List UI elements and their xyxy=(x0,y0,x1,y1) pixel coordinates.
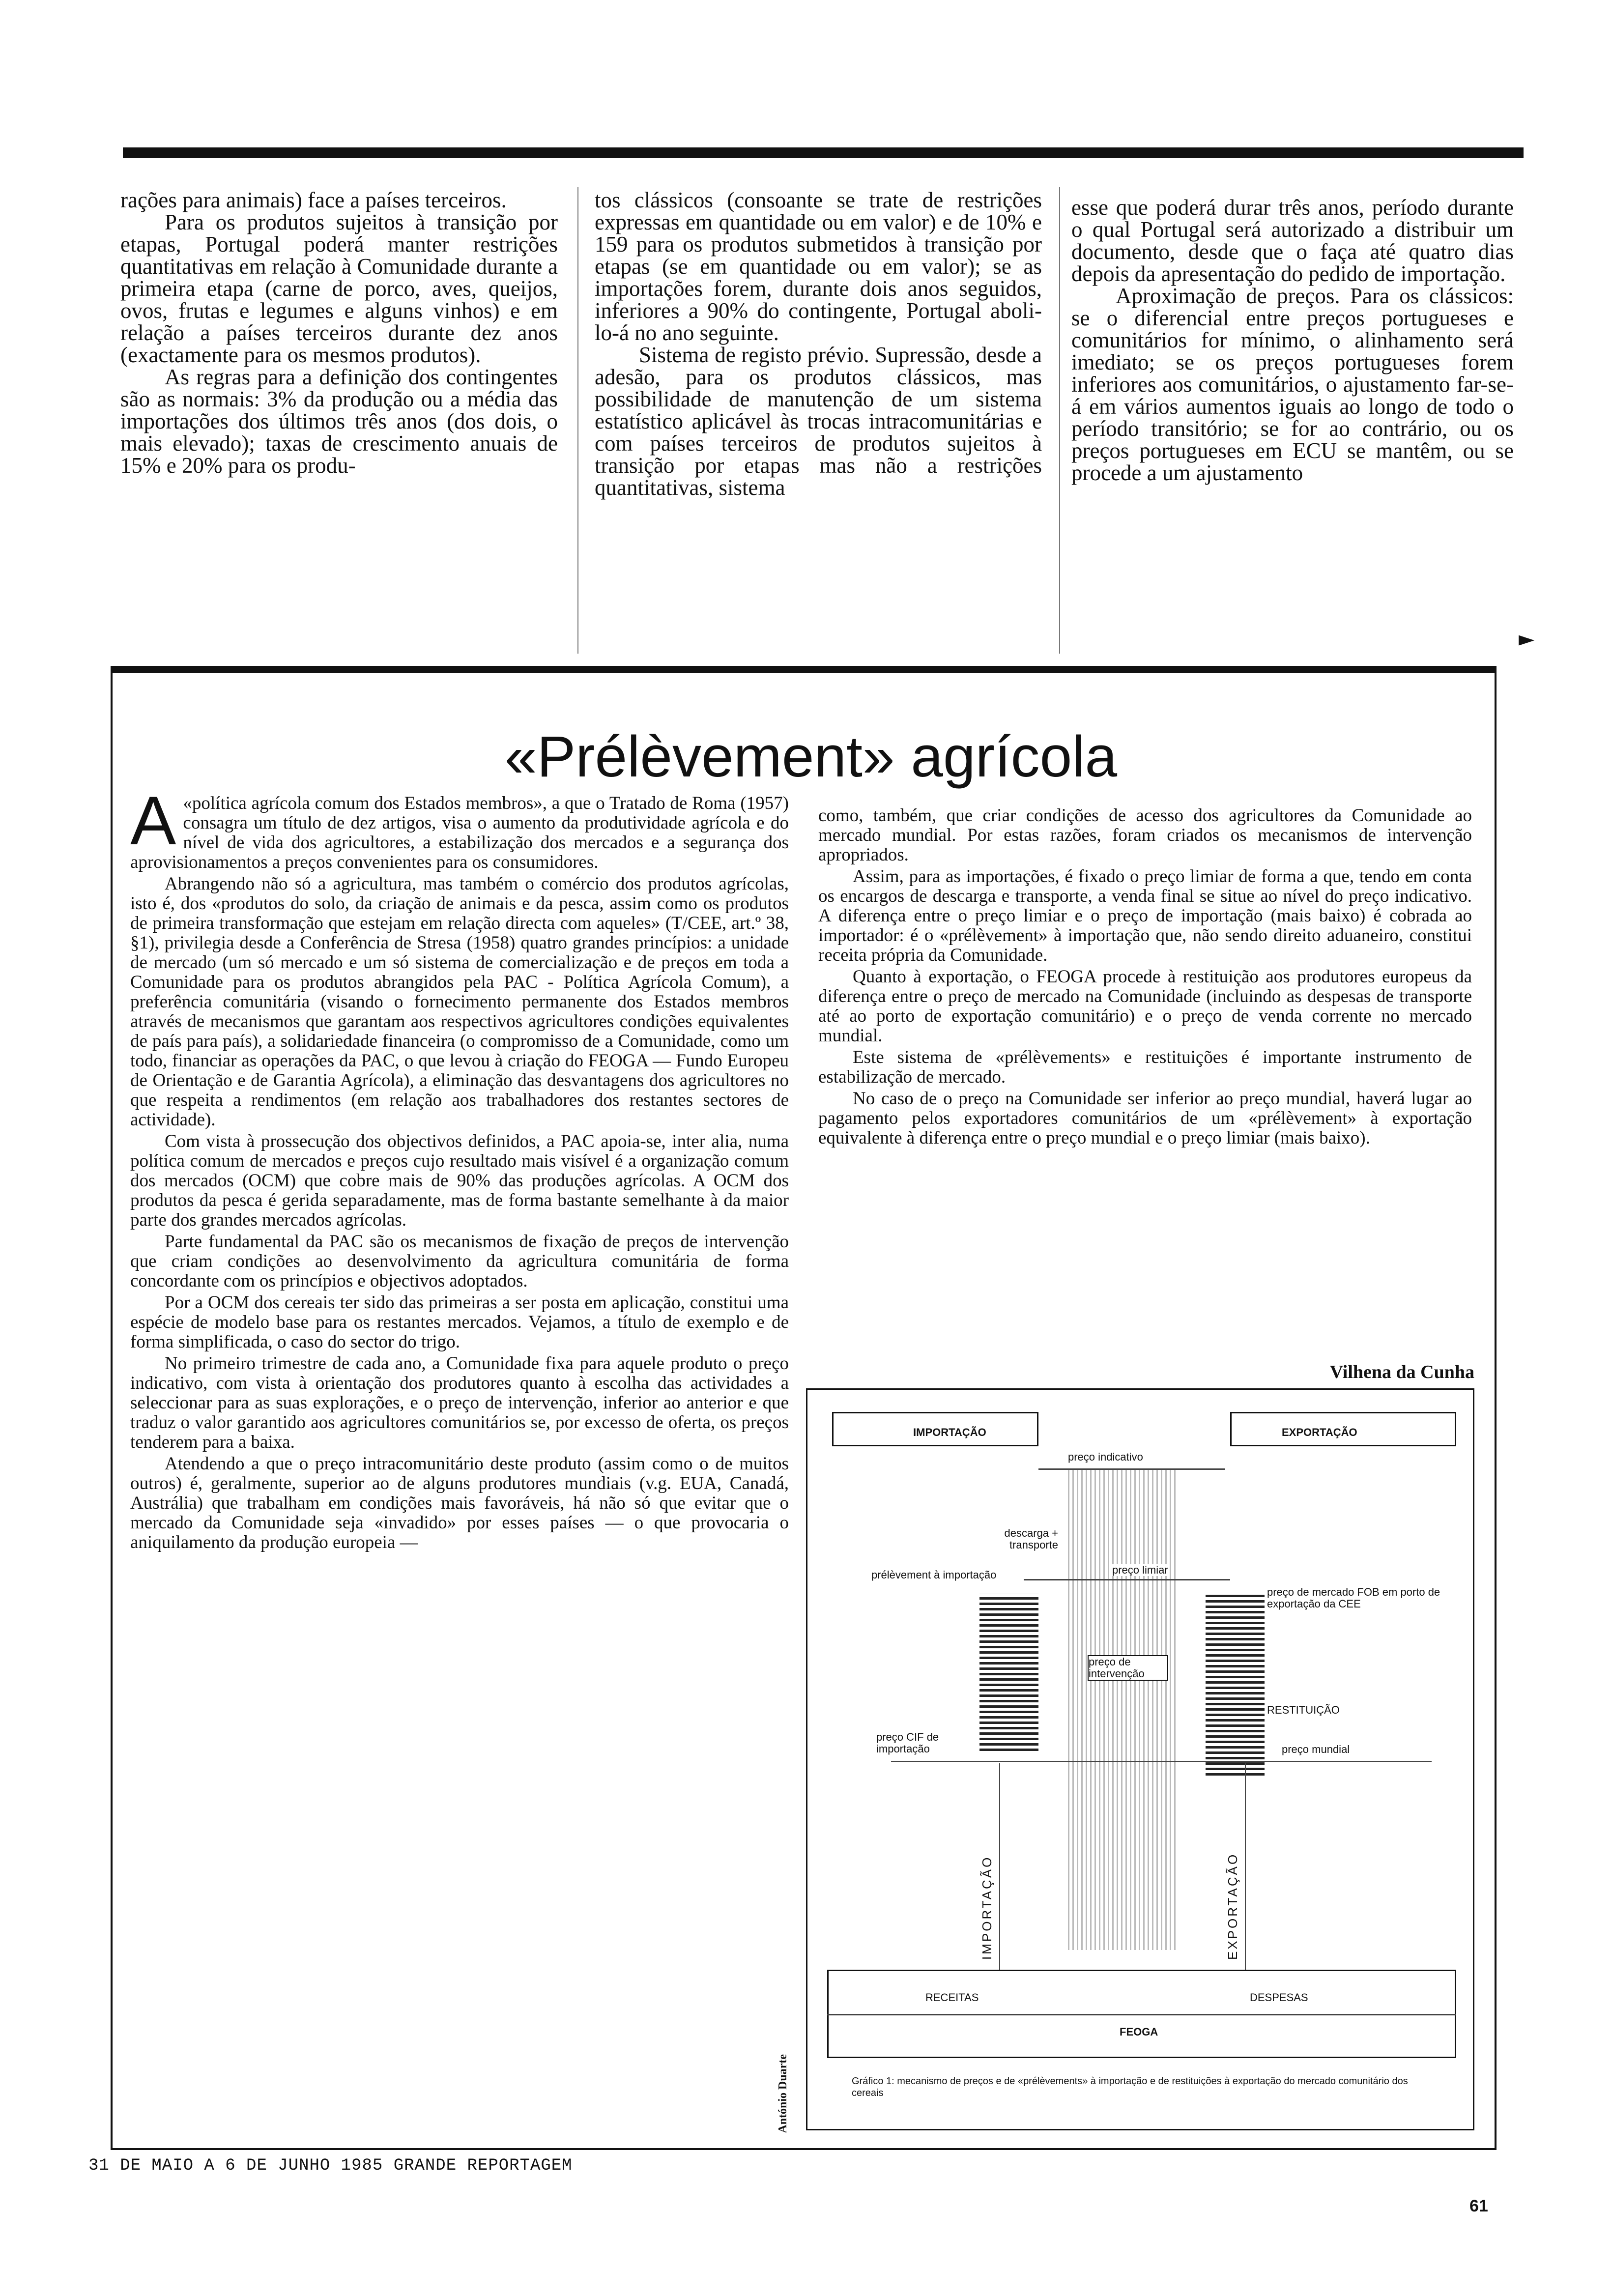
indicative-price-label: preço indicativo xyxy=(1068,1451,1143,1463)
paragraph: No primeiro trimestre de cada ano, a Comunidade fixa para aquele produto o preço indicativo, com vista à orientação dos produtores quanto à escolha das actividades a seleccionar para as suas explorações, e o preço de intervenção, inferior ao anterior e que traduz o valor garantido aos agricultores comunitários se, por excesso de oferta, os preços tenderem para a baixa. xyxy=(130,1353,789,1452)
paragraph: Para os produtos sujeitos à transição por etapas, Portugal poderá manter restrições quantitativas em relação à Comunidade durante a primeira etapa (carne de porco, aves, queijos, ovos, frutas e legumes e alguns vinhos) e em relação a países terceiros durante dez anos (exactamente para os mesmos produtos). xyxy=(120,210,558,367)
article-title: «Prélèvement» agrícola xyxy=(504,724,1118,789)
export-vertical-label: EXPORTAÇÃO xyxy=(1225,1852,1240,1960)
paragraph: Aproximação de preços. Para os clássicos: se o diferencial entre preços portugueses e comunitários for mínimo, o alinhamento será imediato; se os preços portugueses forem inferiores aos comunitários, o ajustamento far-se-á em vários aumentos iguais ao longo de todo o período transitório; se for ao contrário, ou os preços portugueses em ECU se mantêm, ou se procede a um ajustamento xyxy=(1071,284,1514,485)
paragraph: As regras para a definição dos contingentes são as normais: 3% da produção ou a média das importações dos últimos três anos (dos dois, o mais elevado); taxas de crescimento anuais de 15% e 20% para os produ- xyxy=(120,365,558,478)
paragraph: Por a OCM dos cereais ter sido das primeiras a ser posta em aplicação, constitui uma espécie de modelo base para os restantes mercados. Vejamos, a título de exemplo e de forma simplificada, o caso do sector do trigo. xyxy=(130,1292,789,1352)
paragraph: Este sistema de «prélèvements» e restituições é importante instrumento de estabilização de mercado. xyxy=(818,1047,1472,1087)
paragraph: como, também, que criar condições de acesso dos agricultores da Comunidade ao mercado mundial. Por estas razões, foram criados os mecanismos de intervenção apropriados. xyxy=(818,805,1472,865)
paragraph: rações para animais) face a países terceiros. xyxy=(120,188,507,212)
paragraph: Assim, para as importações, é fixado o preço limiar de forma a que, tendo em conta os encargos de descarga e transporte, a venda final se situe ao nível do preço indicativo. A diferença entre o preço limiar e o preço de importação (mais baixo) é cobrada ao importador: é o «prélèvement» à importação que, não sendo direito aduaneiro, constitui receita própria da Comunidade. xyxy=(818,866,1472,965)
prelevement-import-label: prélèvement à importação xyxy=(871,1569,997,1581)
revenues-label: RECEITAS xyxy=(925,1991,979,2004)
export-label: EXPORTAÇÃO xyxy=(1282,1426,1357,1438)
import-vertical-label: IMPORTAÇÃO xyxy=(979,1855,994,1960)
transport-label: descarga + transporte xyxy=(1004,1527,1058,1551)
column-divider xyxy=(1059,187,1060,654)
world-price-line xyxy=(891,1761,1432,1762)
article-box-top-rule xyxy=(111,666,1497,673)
author-byline: Vilhena da Cunha xyxy=(1329,1362,1474,1382)
world-price-label: preço mundial xyxy=(1282,1743,1350,1755)
column-divider xyxy=(577,187,578,654)
top-column-2 xyxy=(595,189,1042,499)
paragraph: tos clássicos (consoante se trate de restrições expressas em quantidade ou em valor) e de 10% e 159 para os produtos submetidos à transição por etapas (se em quantidade ou em valor); se as importações forem, durante dois anos seguidos, inferiores a 90% do contingente, Portugal aboli-lo-á no ano seguinte. xyxy=(595,188,1042,345)
paragraph: «política agrícola comum dos Estados membros», a que o Tratado de Roma (1957) consagra um título de dez artigos, visa o aumento da produtividade agrícola e do nível de vida dos agricultores, a estabilização dos mercados e a segurança dos aprovisionamentos a preços convenientes para os consumidores. xyxy=(130,793,789,872)
expenses-label: DESPESAS xyxy=(1250,1991,1308,2004)
refund-label: RESTITUIÇÃO xyxy=(1267,1704,1340,1716)
intervention-price-label: preço de intervenção xyxy=(1088,1655,1168,1681)
market-price-column xyxy=(1068,1468,1176,1950)
page-number: 61 xyxy=(1469,2197,1488,2215)
illustrator-credit: António Duarte xyxy=(777,2054,789,2133)
paragraph: Com vista à prossecução dos objectivos definidos, a PAC apoia-se, inter alia, numa política comum de mercados e preços cujo resultado mais visível é a organização comum dos mercados (OCM) que cobre mais de 90% das produções agrícolas. A OCM dos produtos da pesca é gerida separadamente, mas de forma bastante semelhante à da maior parte dos grandes mercados agrícolas. xyxy=(130,1131,789,1230)
import-label: IMPORTAÇÃO xyxy=(913,1426,986,1438)
export-refund-bar xyxy=(1206,1594,1265,1776)
paragraph: esse que poderá durar três anos, período durante o qual Portugal será autorizado a distribuir um documento, desde que o faça até quatro dias depois da apresentação do pedido de importação. xyxy=(1071,195,1514,286)
threshold-price-line xyxy=(1024,1579,1230,1580)
diagram-caption: Gráfico 1: mecanismo de preços e de «prélèvements» à importação e de restituições à exportação do mercado comunitário dos cereais xyxy=(852,2076,1408,2098)
top-rule xyxy=(123,147,1524,158)
continue-arrow-icon: ► xyxy=(1519,627,1535,651)
issue-footer: 31 DE MAIO A 6 DE JUNHO 1985 GRANDE REPORTAGEM xyxy=(88,2156,573,2175)
threshold-price-label: preço limiar xyxy=(1112,1564,1168,1576)
feoga-divider xyxy=(827,2014,1456,2015)
indicative-price-line xyxy=(1038,1468,1225,1470)
paragraph: Quanto à exportação, o FEOGA procede à restituição aos produtores europeus da diferença entre o preço de mercado na Comunidade (incluindo as despesas de transporte até ao porto de exportação comunitário) e o preço de venda corrente no mercado mundial. xyxy=(818,967,1472,1046)
top-column-1 xyxy=(120,189,558,477)
paragraph: Atendendo a que o preço intracomunitário deste produto (assim como o de muitos outros) é, geralmente, superior ao de alguns produtores mundiais (v.g. EUA, Canadá, Austrália) que trabalham em condições mais favoráveis, há não só que evitar que o mercado da Comunidade seja «invadido» por esses países — o que provocaria o aniquilamento da produção europeia — xyxy=(130,1454,789,1552)
price-mechanism-diagram xyxy=(806,1388,1474,2130)
drop-cap: A xyxy=(130,782,176,859)
paragraph: Abrangendo não só a agricultura, mas também o comércio dos produtos agrícolas, isto é, dos «produtos do solo, da criação de animais e da pesca, assim como os produtos de primeira transformação que estejam em relação directa com aqueles» (T/CEE, art.º 38, §1), privilegia desde a Conferência de Stresa (1958) quatro grandes princípios: a unidade de mercado (um só mercado e um só sistema de comercialização e de preços em toda a Comunidade para os produtos abrangidos pela PAC - Política Agrícola Comum), a preferência comunitária (visando o fornecimento permanente dos Estados membros através de mecanismos que garantam aos respectivos agricultores condições equivalentes de país para país), a solidariedade financeira (o compromisso de a Comunidade, como um todo, financiar as operações da PAC, o que levou à criação do FEOGA — Fundo Europeu de Orientação e de Garantia Agrícola), a eliminação das desvantagens dos agricultores no que respeita a rendimentos (em relação aos trabalhadores dos restantes sectores de actividade). xyxy=(130,874,789,1130)
article-right-column xyxy=(818,806,1472,1150)
import-flow-line xyxy=(999,1763,1000,1970)
paragraph: Sistema de registo prévio. Supressão, desde a adesão, para os produtos clássicos, mas possibilidade de manutenção de um sistema estatístico aplicável às trocas intracomunitárias e com países terceiros de produtos sujeitos à transição por etapas mas não a restrições quantitativas, sistema xyxy=(595,343,1042,500)
cif-price-label: preço CIF de importação xyxy=(876,1731,939,1755)
paragraph: No caso de o preço na Comunidade ser inferior ao preço mundial, haverá lugar ao pagamento pelos exportadores comunitários de um «prélèvement» à exportação equivalente à diferença entre o preço mundial e o preço limiar (mais baixo). xyxy=(818,1089,1472,1148)
top-column-3 xyxy=(1071,197,1514,484)
fob-price-label: preço de mercado FOB em porto de exportação da CEE xyxy=(1267,1586,1440,1610)
import-levy-bar xyxy=(979,1594,1038,1751)
paragraph: Parte fundamental da PAC são os mecanismos de fixação de preços de intervenção que criam condições ao desenvolvimento da agricultura comunitária de forma concordante com os princípios e objectivos adoptados. xyxy=(130,1232,789,1291)
feoga-label: FEOGA xyxy=(1120,2026,1158,2038)
export-flow-line xyxy=(1245,1763,1246,1970)
article-left-column xyxy=(130,782,789,1554)
